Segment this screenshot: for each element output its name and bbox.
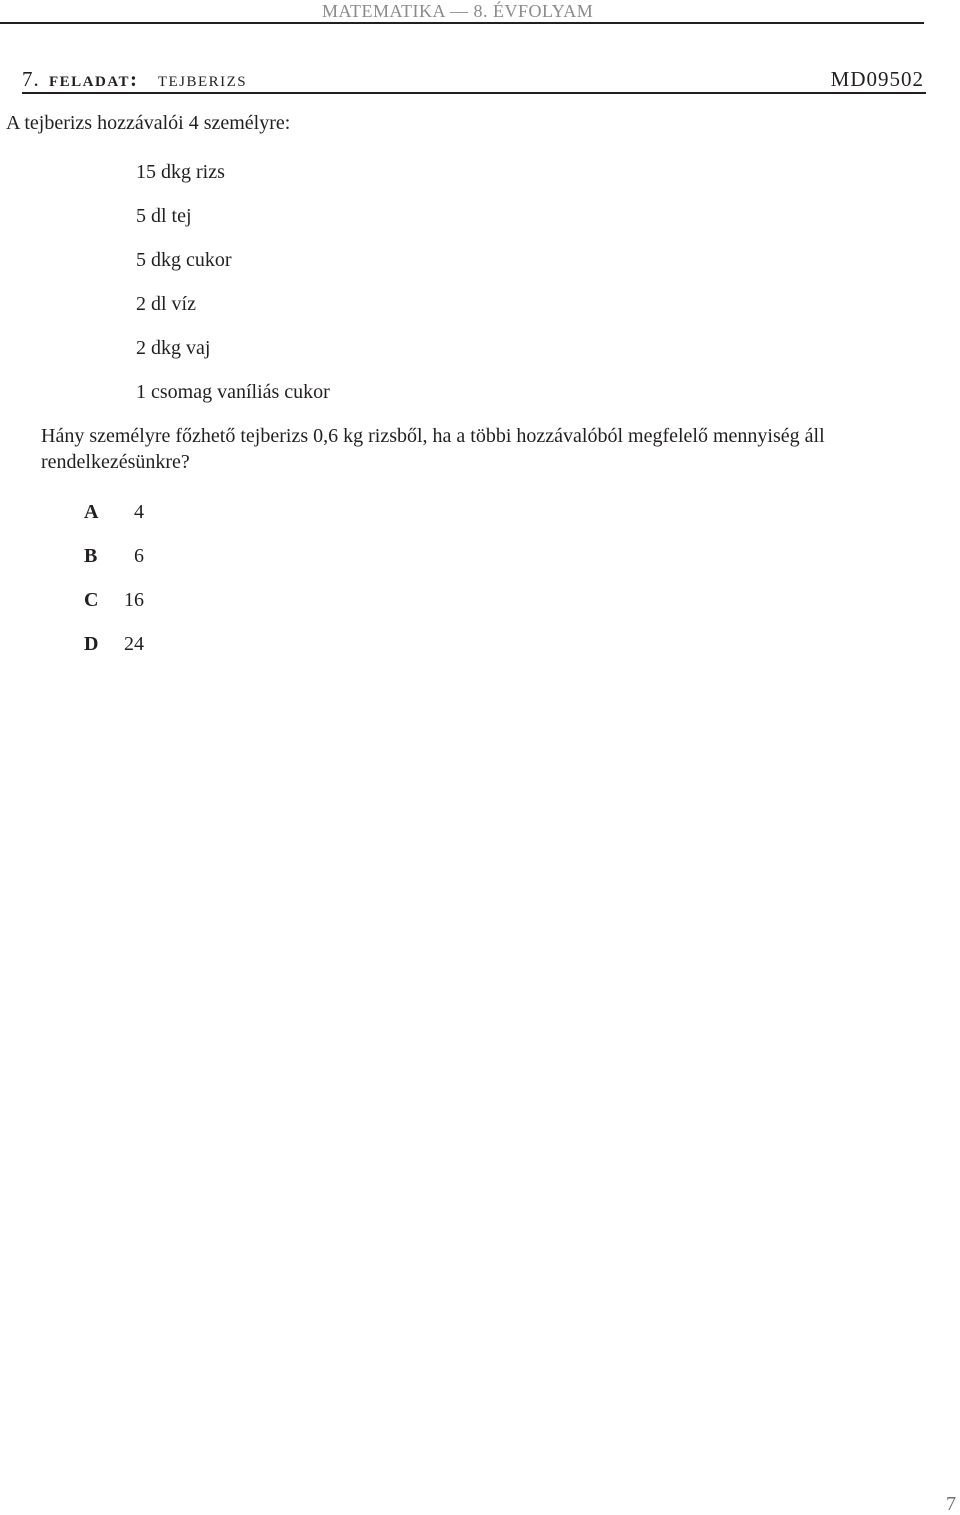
option-value: 4 [134, 501, 144, 523]
option-letter: B [84, 545, 98, 567]
option-value: 6 [134, 545, 144, 567]
ingredient-item: 15 dkg rizs [136, 161, 225, 183]
ingredient-item: 2 dkg vaj [136, 337, 211, 359]
option-c[interactable] [84, 588, 164, 632]
option-letter: C [84, 589, 99, 611]
option-b[interactable] [84, 544, 164, 588]
task-heading [22, 66, 926, 92]
option-letter: D [84, 633, 99, 655]
option-a[interactable] [84, 500, 164, 544]
intro-text: A tejberizs hozzávalói 4 személyre: [6, 112, 291, 134]
question-text: Hány személyre főzhető tejberizs 0,6 kg rizsből, ha a többi hozzávalóból megfelelő mennyiség áll rendelkezésünkre? [41, 425, 825, 473]
task-code: MD09502 [830, 67, 924, 91]
header-divider [0, 22, 924, 24]
heading-divider [22, 92, 926, 94]
option-letter: A [84, 501, 99, 523]
task-number: 7. [22, 67, 40, 91]
running-header: MATEMATIKA — 8. ÉVFOLYAM [322, 1, 594, 21]
ingredient-item: 1 csomag vaníliás cukor [136, 381, 330, 403]
option-value: 16 [124, 589, 144, 611]
option-d[interactable] [84, 632, 164, 676]
task-title: tejberizs [157, 67, 248, 91]
answer-options [84, 500, 164, 676]
page-number: 7 [946, 1493, 956, 1515]
option-value: 24 [124, 633, 144, 655]
ingredient-list [136, 160, 330, 424]
ingredient-item: 5 dl tej [136, 205, 192, 227]
ingredient-item: 2 dl víz [136, 293, 196, 315]
task-label: feladat: [49, 67, 139, 91]
ingredient-item: 5 dkg cukor [136, 249, 232, 271]
